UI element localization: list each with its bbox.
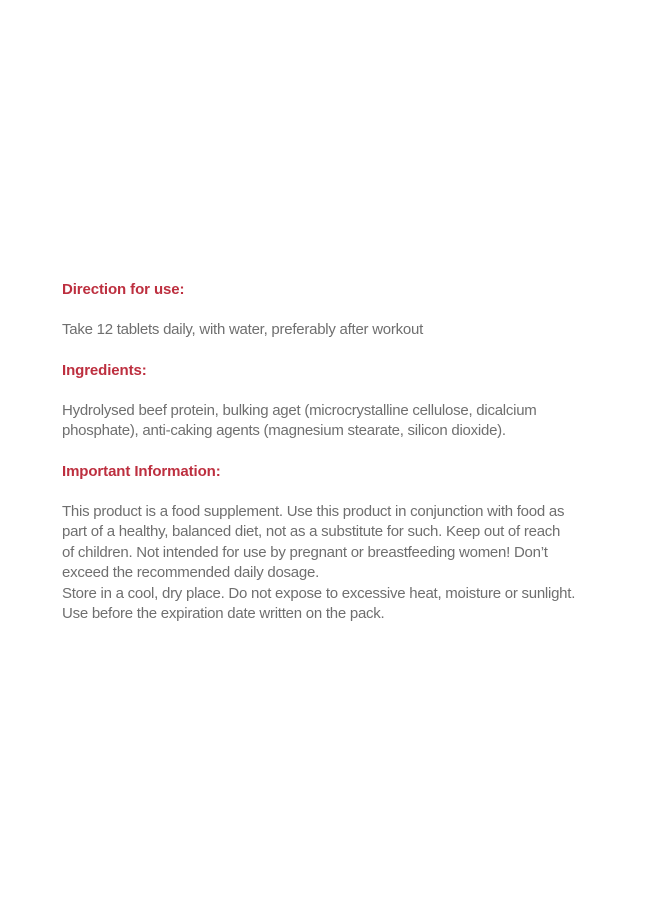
important-information-text-line: exceed the recommended daily dosage. (62, 564, 320, 581)
important-information-text-line: This product is a food supplement. Use this product in conjunction with food as (62, 502, 565, 520)
direction-for-use-body (62, 320, 625, 341)
important-information-text-line: of children. Not intended for use by pregnant or breastfeeding women! Don’t (62, 543, 548, 561)
section-ingredients (62, 361, 625, 442)
ingredients-heading: Ingredients: (62, 361, 147, 379)
ingredients-body (62, 401, 625, 442)
section-direction-for-use (62, 280, 625, 341)
ingredients-text-line: phosphate), anti-caking agents (magnesium stearate, silicon dioxide). (62, 422, 506, 439)
ingredients-text-line: Hydrolysed beef protein, bulking aget (microcrystalline cellulose, dicalcium (62, 401, 537, 419)
important-information-body (62, 502, 625, 625)
important-information-text-line: Use before the expiration date written on the pack. (62, 605, 385, 622)
important-information-text-line: part of a healthy, balanced diet, not as a substitute for such. Keep out of reach (62, 523, 561, 540)
important-information-text-line: Store in a cool, dry place. Do not expose to excessive heat, moisture or sunlight. (62, 584, 576, 602)
direction-for-use-heading: Direction for use: (62, 281, 185, 298)
important-information-heading: Important Information: (62, 462, 221, 480)
section-important-information (62, 462, 625, 625)
direction-for-use-text: Take 12 tablets daily, with water, preferably after workout (62, 321, 423, 338)
